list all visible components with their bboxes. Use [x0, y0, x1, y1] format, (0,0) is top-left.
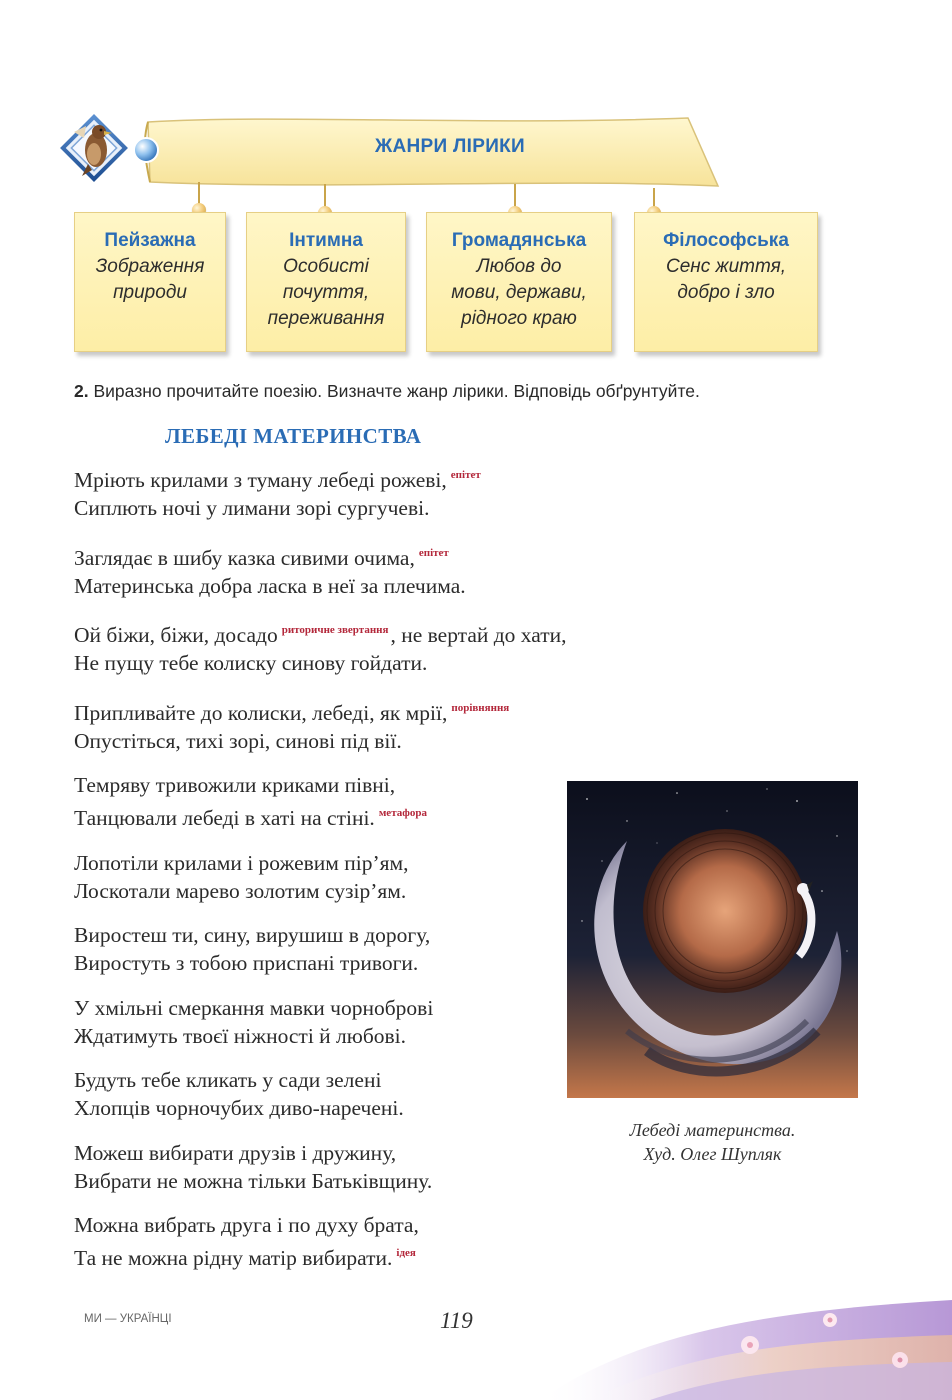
poem-stanza — [74, 771, 634, 832]
diagram-title: ЖАНРИ ЛІРИКИ — [374, 136, 525, 157]
poem-line — [74, 649, 634, 677]
genre-card-title: Інтимна — [289, 230, 363, 251]
poem-stanza — [74, 921, 634, 977]
genre-card-philosophical — [634, 212, 818, 352]
genre-card-title: Пейзажна — [104, 230, 196, 251]
task-number: 2. — [74, 381, 89, 401]
poem-line — [74, 1167, 634, 1195]
poem-stanza — [74, 994, 634, 1050]
literary-device-note: риторичне звертання — [281, 624, 389, 636]
poem-line — [74, 1139, 634, 1167]
poem-stanza — [74, 539, 634, 600]
poem-stanza — [74, 1066, 634, 1122]
poem-line — [74, 461, 634, 494]
poem-line-text: Материнська добра ласка в неї за плечима. — [74, 573, 466, 598]
poem-line — [74, 694, 634, 727]
poem-line-text: Не пущу тебе колиску синову гойдати. — [74, 651, 428, 675]
poem-line — [74, 771, 634, 799]
poem-line — [74, 572, 634, 600]
literary-device-note: ідея — [396, 1247, 416, 1259]
poem-line-text: Будуть тебе кликать у сади зелені — [74, 1068, 382, 1092]
poem-line-text: Ой біжи, біжи, досадо — [74, 623, 278, 647]
genre-card-desc: Особисті почуття, переживання — [267, 256, 385, 329]
poem-line-text: Хлопців чорночубих диво-наречені. — [74, 1096, 404, 1120]
poem-line — [74, 494, 634, 522]
poem-line-text: Виростеш ти, сину, вирушиш в дорогу, — [74, 923, 431, 947]
page-number: 119 — [440, 1308, 473, 1333]
poem-line-text: Опустіться, тихі зорі, синові під вії. — [74, 728, 402, 753]
literary-device-note: метафора — [378, 807, 427, 819]
poem-line — [74, 994, 634, 1022]
poem-line — [74, 539, 634, 572]
poem-line-text: Танцювали лебеді в хаті на стіні. — [74, 806, 375, 830]
poem-line-text: , не вертай до хати, — [390, 623, 567, 647]
poem-line-text: У хмільні смеркання мавки чорноброві — [74, 995, 434, 1020]
poem-line-text: Можна вибрать друга і по духу брата, — [74, 1213, 419, 1237]
poem-line — [74, 1211, 634, 1239]
poem-line-text: Лопотіли крилами і рожевим пір’ям, — [74, 850, 409, 875]
poem-line — [74, 849, 634, 877]
poem-line-text: Вибрати не можна тільки Батьківщину. — [74, 1168, 433, 1193]
genre-card-desc: Сенс життя, добро і зло — [665, 256, 787, 303]
poem-line-text: Заглядає в шибу казка сивими очима, — [74, 545, 415, 570]
poem-line — [74, 877, 634, 905]
genre-card-civic — [426, 212, 612, 352]
poem-line-text: Темряву тривожили криками півні, — [74, 773, 396, 797]
footer-section-label: МИ — УКРАЇНЦІ — [84, 1313, 172, 1325]
genre-card-desc: Любов до мови, держави, рідного краю — [451, 256, 587, 329]
poem-line-text: Ждатимуть твоєї ніжності й любові. — [74, 1023, 407, 1048]
poem-line — [74, 616, 634, 649]
poem-stanza — [74, 1211, 634, 1272]
floral-decoration-icon — [500, 1290, 952, 1400]
task-text: Виразно прочитайте поезію. Визначте жанр лірики. Відповідь обґрунтуйте. — [93, 381, 700, 401]
poem-line — [74, 1094, 634, 1122]
poem-line-text: Та не можна рідну матір вибирати. — [74, 1246, 393, 1270]
poem-line — [74, 921, 634, 949]
poem-stanza — [74, 694, 634, 755]
poem-line — [74, 1022, 634, 1050]
swan-painting-image — [567, 781, 858, 1098]
poem-line — [74, 727, 634, 755]
poem-line — [74, 1239, 634, 1272]
poem-line-text: Сиплють ночі у лимани зорі сургучеві. — [74, 496, 430, 520]
poem-line-text: Можеш вибирати друзів і дружину, — [74, 1140, 397, 1165]
bird-emblem-icon — [58, 112, 130, 184]
genre-card-landscape — [74, 212, 226, 352]
poem-line — [74, 1066, 634, 1094]
literary-device-note: епітет — [418, 546, 449, 559]
genre-card-title: Громадянська — [451, 230, 587, 251]
literary-device-note: епітет — [450, 469, 481, 481]
genre-card-intimate — [246, 212, 406, 352]
poem-line-text: Мріють крилами з туману лебеді рожеві, — [74, 468, 447, 492]
painting-caption: Лебеді материнства. Худ. Олег Шупляк — [629, 1120, 796, 1164]
task-instruction — [74, 381, 894, 402]
poem-line — [74, 949, 634, 977]
literary-device-note: порівняння — [451, 701, 510, 714]
poem-stanza — [74, 1139, 634, 1195]
poem-line — [74, 799, 634, 832]
poem-stanza — [74, 849, 634, 905]
poem-title: ЛЕБЕДІ МАТЕРИНСТВА — [165, 424, 422, 448]
genre-card-title: Філософська — [663, 230, 789, 251]
poem-line-text: Припливайте до колиски, лебеді, як мрії, — [74, 700, 448, 725]
poem-line-text: Виростуть з тобою приспані тривоги. — [74, 951, 419, 975]
poem-line-text: Лоскотали марево золотим сузір’ям. — [74, 878, 407, 903]
poem-body — [74, 461, 634, 1289]
poem-stanza — [74, 616, 634, 677]
poem-stanza — [74, 461, 634, 522]
genre-card-desc: Зображення природи — [95, 256, 205, 303]
